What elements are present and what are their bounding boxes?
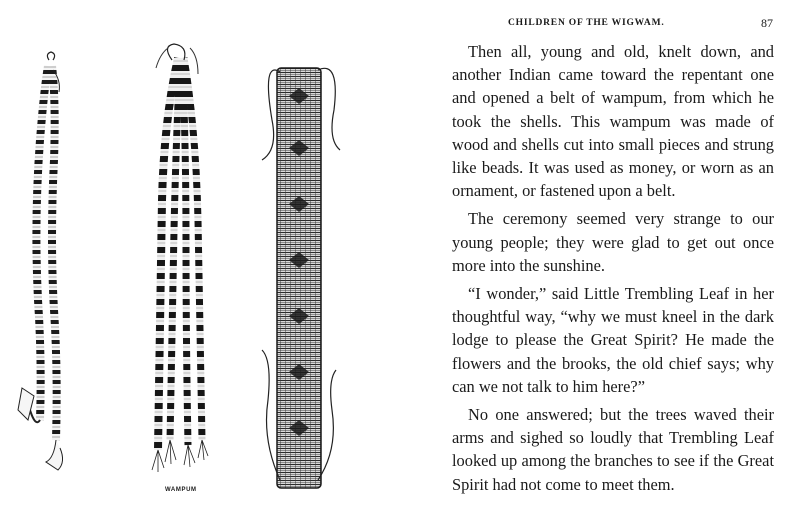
figure-caption: WAMPUM (165, 487, 197, 493)
text-page (420, 0, 787, 510)
running-title: CHILDREN OF THE WIGWAM. (508, 18, 665, 28)
paragraph: No one answered; but the trees waved their arms and sighed so loudly that Trembling Leaf looked up among the branches to see if the Great Spirit had not come to meet them. (452, 405, 774, 494)
paragraph: “I wonder,” said Little Trembling Leaf in her thoughtful way, “why we must kneel in the dark lodge to please the Great Spirit? He made the flowers and the brooks, the old chief says; why can we not talk to him here?” (452, 284, 774, 396)
paragraph: The ceremony seemed very strange to our young people; they were glad to get out once more into the sunshine. (452, 209, 774, 275)
page-number: 87 (761, 16, 773, 30)
wampum-strand-single (18, 52, 63, 470)
wampum-strand-tassels (152, 44, 208, 472)
body-text (452, 40, 774, 501)
paragraph: Then all, young and old, knelt down, and another Indian came toward the repentant one and opened a belt of wampum, from which he took the shells. This wampum was made of wood and shells cut into small pieces and strung like beads. It was used as money, or worn as an ornament, or fastened upon a belt. (452, 42, 774, 201)
wampum-belt (262, 68, 340, 488)
